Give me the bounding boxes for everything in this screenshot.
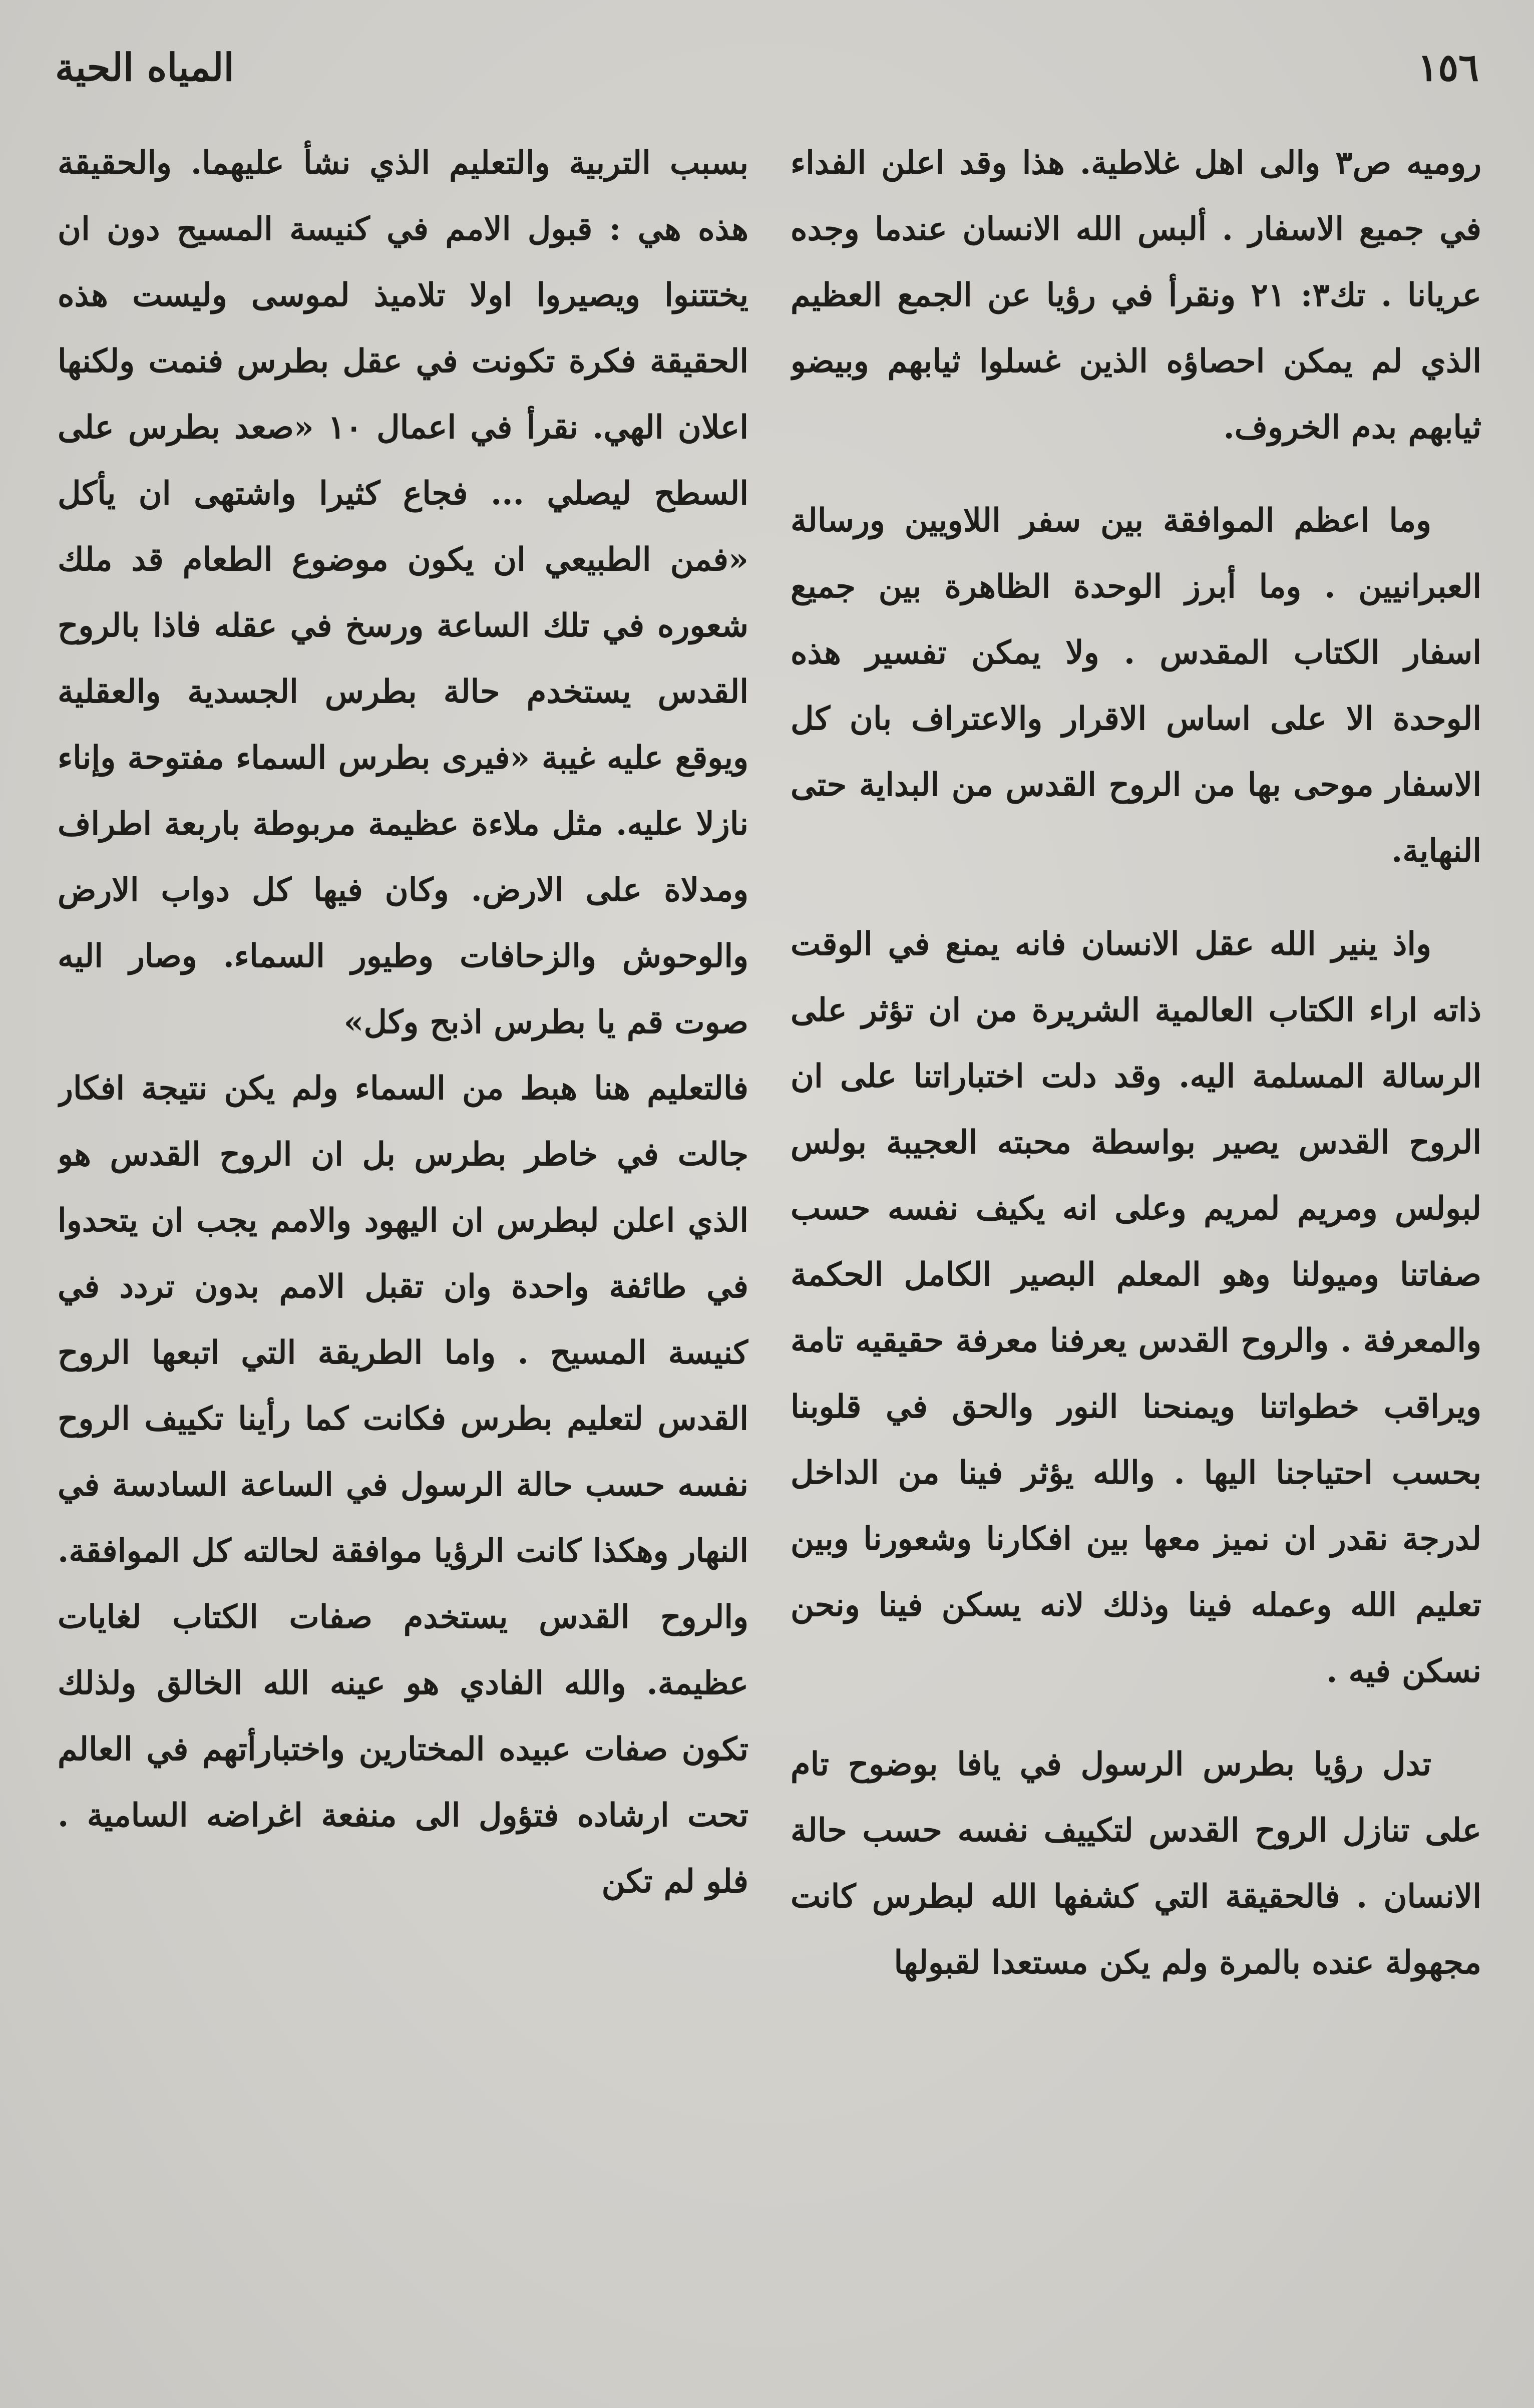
left-column — [58, 130, 748, 2383]
paragraph: بسبب التربية والتعليم الذي نشأ عليهما. والحقيقة هذه هي : قبول الامم في كنيسة المسيح دون ان يختتنوا ويصيروا اولا تلاميذ لموسى وليست هذه الحقيقة فكرة تكونت في عقل بطرس فنمت ولكنها اعلان الهي. نقرأ في اعمال ١٠ «صعد بطرس على السطح ليصلي ... فجاع كثيرا واشتهى ان يأكل «فمن الطبيعي ان يكون موضوع الطعام قد ملك شعوره في تلك الساعة ورسخ في عقله فاذا بالروح القدس يستخدم حالة بطرس الجسدية والعقلية ويوقع عليه غيبة «فيرى بطرس السماء مفتوحة وإناء نازلا عليه. مثل ملاءة عظيمة مربوطة باربعة اطراف ومدلاة على الارض. وكان فيها كل دواب الارض والوحوش والزحافات وطيور السماء. وصار اليه صوت قم يا بطرس اذبح وكل» — [58, 144, 748, 1041]
paragraph: تدل رؤيا بطرس الرسول في يافا بوضوح تام على تنازل الروح القدس لتكييف نفسه حسب حالة الانسان . فالحقيقة التي كشفها الله لبطرس كانت مجهولة عنده بالمرة ولم يكن مستعدا لقبولها — [791, 1746, 1481, 1981]
paragraph: روميه ص٣ والى اهل غلاطية. هذا وقد اعلن الفداء في جميع الاسفار . ألبس الله الانسان عندما وجده عريانا . تك٣: ٢١ ونقرأ في رؤيا عن الجمع العظيم الذي لم يمكن احصاؤه الذين غسلوا ثيابهم وبيضو ثيابهم بدم الخروف. — [791, 144, 1481, 446]
running-title: المياه الحية — [55, 45, 234, 90]
page-number: ١٥٦ — [1417, 45, 1479, 90]
page-header — [0, 25, 1534, 110]
paragraph: فالتعليم هنا هبط من السماء ولم يكن نتيجة افكار جالت في خاطر بطرس بل ان الروح القدس هو الذي اعلن لبطرس ان اليهود والامم يجب ان يتحدوا في طائفة واحدة وان تقبل الامم بدون تردد في كنيسة المسيح . واما الطريقة التي اتبعها الروح القدس لتعليم بطرس فكانت كما رأينا تكييف الروح نفسه حسب حالة الرسول في الساعة السادسة في النهار وهكذا كانت الرؤيا موافقة لحالته كل الموافقة. والروح القدس يستخدم صفات الكتاب لغايات عظيمة. والله الفادي هو عينه الله الخالق ولذلك تكون صفات عبيده المختارين واختبارأتهم في العالم تحت ارشاده فتؤول الى منفعة اغراضه السامية . فلو لم تكن — [58, 1070, 748, 1900]
paragraph: وما اعظم الموافقة بين سفر اللاويين ورسالة العبرانيين . وما أبرز الوحدة الظاهرة بين جميع اسفار الكتاب المقدس . ولا يمكن تفسير هذه الوحدة الا على اساس الاقرار والاعتراف بان كل الاسفار موحى بها من الروح القدس من البداية حتى النهاية. — [791, 502, 1481, 870]
right-column — [791, 130, 1481, 2383]
paragraph: واذ ينير الله عقل الانسان فانه يمنع في الوقت ذاته اراء الكتاب العالمية الشريرة من ان تؤثر على الرسالة المسلمة اليه. وقد دلت اختباراتنا على ان الروح القدس يصير بواسطة محبته العجيبة بولس لبولس ومريم لمريم وعلى انه يكيف نفسه حسب صفاتنا وميولنا وهو المعلم البصير الكامل الحكمة والمعرفة . والروح القدس يعرفنا معرفة حقيقيه تامة ويراقب خطواتنا ويمنحنا النور والحق في قلوبنا بحسب احتياجنا اليها . والله يؤثر فينا من الداخل لدرجة نقدر ان نميز معها بين افكارنا وشعورنا وبين تعليم الله وعمله فينا وذلك لانه يسكن فينا ونحن نسكن فيه . — [791, 925, 1481, 1690]
